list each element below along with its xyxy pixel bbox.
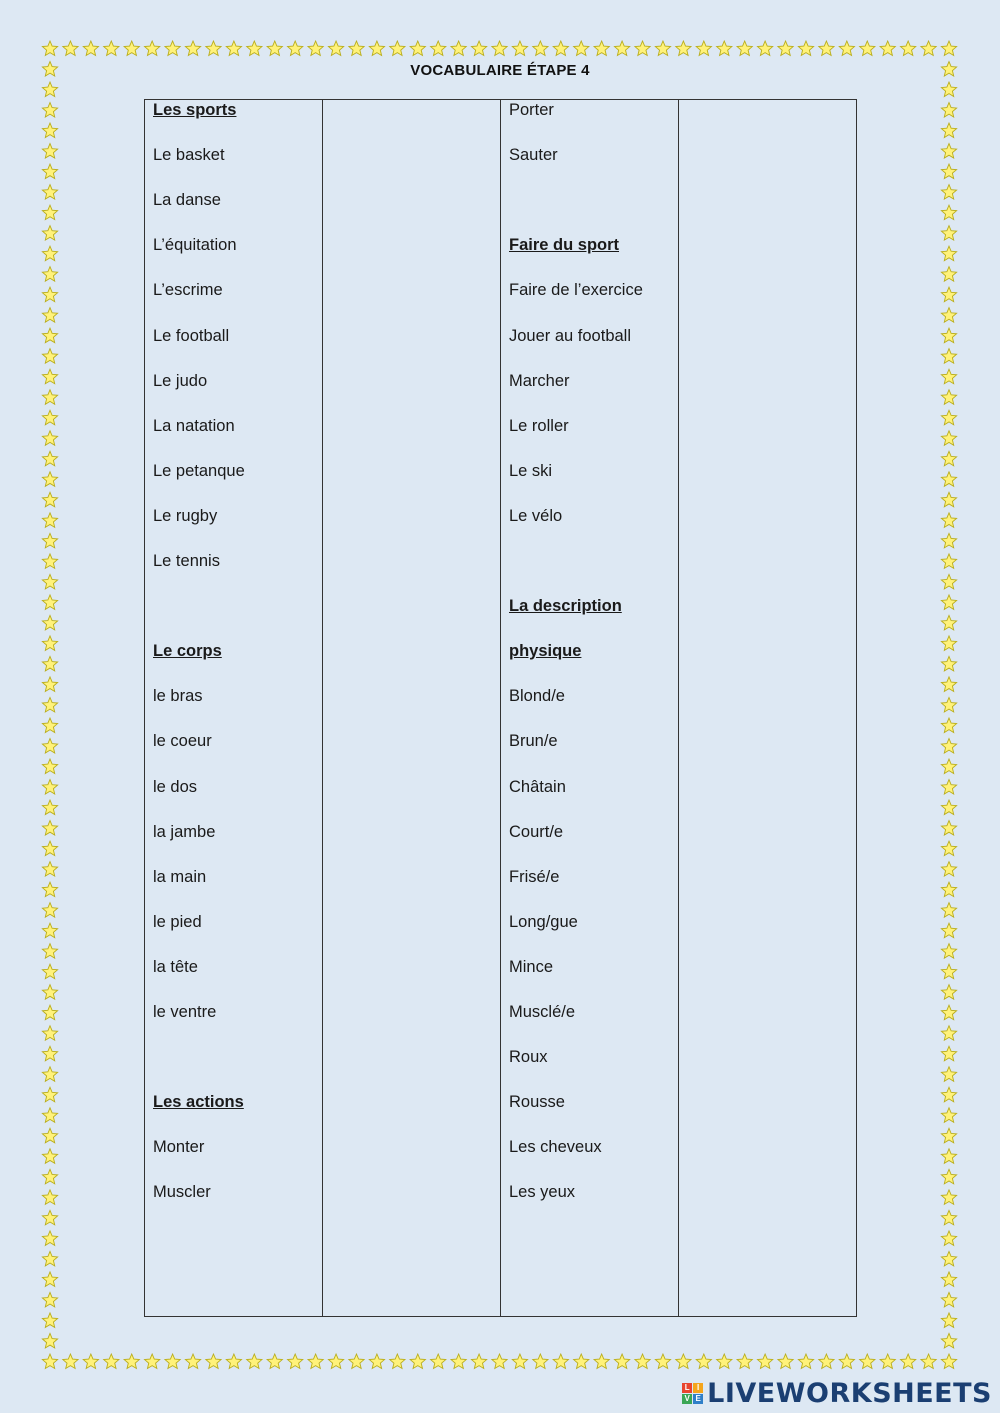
vocab-entry: Le vélo	[509, 506, 563, 525]
column-divider	[322, 100, 323, 1316]
star-icon	[941, 903, 956, 917]
star-icon	[614, 41, 629, 55]
star-icon	[941, 472, 956, 486]
vocab-entry: La danse	[153, 191, 221, 210]
star-icon	[390, 1354, 405, 1368]
star-icon	[941, 718, 956, 732]
liveworksheets-logo-icon	[682, 1383, 703, 1404]
column-divider	[500, 100, 501, 1316]
vocab-entry: L’équitation	[153, 236, 237, 255]
star-icon	[941, 759, 956, 773]
star-icon	[145, 1354, 160, 1368]
star-icon	[42, 472, 57, 486]
star-icon	[778, 41, 793, 55]
star-icon	[941, 1210, 956, 1224]
star-icon	[941, 1087, 956, 1101]
star-icon	[594, 41, 609, 55]
star-icon	[42, 882, 57, 896]
vocab-entry: Rousse	[509, 1093, 565, 1112]
star-icon	[696, 1354, 711, 1368]
section-heading: La description	[509, 597, 622, 616]
star-icon	[63, 41, 78, 55]
star-icon	[42, 451, 57, 465]
star-icon	[42, 1128, 57, 1142]
star-icon	[104, 1354, 119, 1368]
vocab-entry: Blond/e	[509, 687, 565, 706]
star-icon	[42, 821, 57, 835]
star-icon	[941, 882, 956, 896]
star-icon	[941, 349, 956, 363]
star-icon	[737, 41, 752, 55]
star-icon	[42, 841, 57, 855]
vocab-entry: Le football	[153, 326, 230, 345]
star-icon	[778, 1354, 793, 1368]
star-icon	[941, 698, 956, 712]
star-icon	[42, 533, 57, 547]
star-icon	[390, 41, 405, 55]
star-icon	[941, 390, 956, 404]
column-divider	[678, 100, 679, 1316]
vocab-entry: Les yeux	[509, 1183, 576, 1202]
star-icon	[941, 1272, 956, 1286]
star-icon	[431, 1354, 446, 1368]
star-icon	[165, 41, 180, 55]
star-icon	[206, 41, 221, 55]
star-icon	[42, 103, 57, 117]
star-icon	[921, 1354, 936, 1368]
star-icon	[42, 1046, 57, 1060]
star-icon	[288, 1354, 303, 1368]
star-icon	[941, 123, 956, 137]
star-icon	[42, 1149, 57, 1163]
star-icon	[328, 1354, 343, 1368]
star-icon	[42, 349, 57, 363]
watermark-text: LIVEWORKSHEETS	[707, 1378, 992, 1409]
star-icon	[635, 1354, 650, 1368]
star-icon	[941, 1292, 956, 1306]
star-icon	[42, 903, 57, 917]
star-icon	[42, 985, 57, 999]
star-icon	[42, 677, 57, 691]
star-icon	[941, 164, 956, 178]
vocab-entry: Le basket	[153, 146, 225, 165]
star-icon	[941, 862, 956, 876]
star-icon	[819, 41, 834, 55]
vocab-entry: le pied	[153, 912, 202, 931]
star-icon	[941, 1128, 956, 1142]
vocab-entry: Porter	[509, 101, 554, 119]
star-icon	[42, 492, 57, 506]
vocab-entry: Mince	[509, 957, 554, 976]
star-icon	[553, 41, 568, 55]
star-icon	[451, 41, 466, 55]
vocab-entry: Le tennis	[153, 552, 220, 570]
star-icon	[185, 41, 200, 55]
star-icon	[369, 41, 384, 55]
star-icon	[42, 718, 57, 732]
star-icon	[42, 205, 57, 219]
star-icon	[533, 1354, 548, 1368]
star-icon	[941, 1251, 956, 1265]
star-icon	[860, 41, 875, 55]
star-icon	[880, 1354, 895, 1368]
logo-letter: L	[682, 1383, 692, 1393]
star-icon	[696, 41, 711, 55]
star-icon	[941, 656, 956, 670]
star-icon	[42, 1026, 57, 1040]
star-icon	[349, 1354, 364, 1368]
star-icon	[42, 780, 57, 794]
star-icon	[63, 1354, 78, 1368]
star-icon	[941, 41, 956, 55]
star-icon	[42, 328, 57, 342]
star-icon	[308, 41, 323, 55]
star-icon	[42, 739, 57, 753]
star-icon	[941, 431, 956, 445]
star-icon	[42, 82, 57, 96]
star-icon	[655, 1354, 670, 1368]
vocab-entry: le bras	[153, 687, 203, 706]
star-icon	[42, 123, 57, 137]
star-icon	[42, 1210, 57, 1224]
star-icon	[42, 513, 57, 527]
star-icon	[941, 492, 956, 506]
star-icon	[431, 41, 446, 55]
star-icon	[42, 1333, 57, 1347]
star-icon	[839, 41, 854, 55]
star-icon	[941, 821, 956, 835]
star-icon	[941, 1333, 956, 1347]
star-icon	[42, 944, 57, 958]
star-icon	[941, 1169, 956, 1183]
star-icon	[42, 308, 57, 322]
star-icon	[42, 862, 57, 876]
star-icon	[880, 41, 895, 55]
star-icon	[737, 1354, 752, 1368]
star-icon	[941, 574, 956, 588]
vocab-entry: Sauter	[509, 146, 558, 165]
star-icon	[941, 410, 956, 424]
star-icon	[42, 554, 57, 568]
star-icon	[941, 533, 956, 547]
star-icon	[42, 410, 57, 424]
star-icon	[941, 1313, 956, 1327]
star-icon	[614, 1354, 629, 1368]
vocab-entry: Faire de l’exercice	[509, 281, 643, 300]
star-icon	[676, 1354, 691, 1368]
star-icon	[839, 1354, 854, 1368]
vocab-entry: la jambe	[153, 822, 216, 841]
vocab-entry: le coeur	[153, 732, 212, 751]
star-icon	[42, 185, 57, 199]
star-icon	[451, 1354, 466, 1368]
section-heading: Faire du sport	[509, 236, 620, 255]
star-icon	[717, 41, 732, 55]
logo-letter: V	[682, 1394, 692, 1404]
star-icon	[42, 1313, 57, 1327]
liveworksheets-watermark	[682, 1378, 992, 1409]
star-icon	[42, 1067, 57, 1081]
star-icon	[941, 287, 956, 301]
star-icon	[226, 1354, 241, 1368]
star-icon	[941, 1046, 956, 1060]
star-icon	[42, 1169, 57, 1183]
vocabulary-table	[144, 99, 857, 1317]
star-icon	[921, 41, 936, 55]
star-icon	[42, 923, 57, 937]
star-icon	[410, 1354, 425, 1368]
page-title: VOCABULAIRE ÉTAPE 4	[410, 62, 590, 79]
star-icon	[901, 1354, 916, 1368]
star-icon	[941, 226, 956, 240]
star-icon	[42, 964, 57, 978]
logo-letter: I	[693, 1383, 703, 1393]
star-icon	[941, 615, 956, 629]
star-icon	[369, 1354, 384, 1368]
star-icon	[349, 41, 364, 55]
star-icon	[42, 1251, 57, 1265]
vocab-entry: Jouer au football	[509, 326, 632, 345]
star-icon	[941, 780, 956, 794]
star-icon	[42, 164, 57, 178]
vocab-entry: Frisé/e	[509, 867, 560, 886]
vocab-entry: Muscler	[153, 1183, 211, 1202]
star-icon	[941, 513, 956, 527]
star-icon	[941, 677, 956, 691]
star-icon	[267, 1354, 282, 1368]
star-icon	[758, 1354, 773, 1368]
star-icon	[941, 636, 956, 650]
star-icon	[83, 41, 98, 55]
star-icon	[941, 1108, 956, 1122]
star-icon	[42, 287, 57, 301]
star-icon	[798, 41, 813, 55]
star-icon	[941, 1005, 956, 1019]
star-icon	[492, 1354, 507, 1368]
star-icon	[42, 636, 57, 650]
star-icon	[104, 41, 119, 55]
star-icon	[655, 41, 670, 55]
vocab-entry: Le ski	[509, 461, 553, 480]
star-icon	[410, 41, 425, 55]
vocab-entry: L’escrime	[153, 281, 223, 300]
vocab-entry: Le roller	[509, 416, 569, 435]
star-icon	[145, 41, 160, 55]
star-icon	[717, 1354, 732, 1368]
star-icon	[941, 144, 956, 158]
star-icon	[676, 41, 691, 55]
star-icon	[42, 41, 57, 55]
star-icon	[941, 923, 956, 937]
vocab-entry: Châtain	[509, 777, 566, 796]
star-icon	[206, 1354, 221, 1368]
section-heading: Les sports	[153, 101, 237, 119]
star-icon	[42, 656, 57, 670]
star-icon	[185, 1354, 200, 1368]
star-icon	[247, 41, 262, 55]
star-icon	[901, 41, 916, 55]
star-icon	[471, 41, 486, 55]
vocab-entry: le dos	[153, 777, 198, 796]
star-icon	[42, 1231, 57, 1245]
star-icon	[42, 1292, 57, 1306]
section-heading: Le corps	[153, 642, 222, 661]
star-icon	[941, 1149, 956, 1163]
vocab-entry: Brun/e	[509, 732, 558, 751]
star-icon	[42, 574, 57, 588]
star-icon	[42, 267, 57, 281]
star-icon	[42, 226, 57, 240]
star-icon	[42, 144, 57, 158]
star-icon	[42, 800, 57, 814]
vocab-entry: Marcher	[509, 371, 570, 390]
star-icon	[308, 1354, 323, 1368]
star-icon	[941, 328, 956, 342]
vocab-entry: le ventre	[153, 1003, 217, 1021]
star-icon	[42, 1005, 57, 1019]
star-icon	[941, 246, 956, 260]
star-icon	[941, 739, 956, 753]
star-icon	[533, 41, 548, 55]
star-icon	[941, 205, 956, 219]
star-icon	[42, 1190, 57, 1204]
star-icon	[42, 246, 57, 260]
star-icon	[492, 41, 507, 55]
star-icon	[165, 1354, 180, 1368]
vocab-entry: Musclé/e	[509, 1003, 576, 1021]
star-icon	[941, 944, 956, 958]
star-icon	[941, 800, 956, 814]
star-icon	[42, 390, 57, 404]
star-icon	[512, 41, 527, 55]
star-icon	[941, 308, 956, 322]
star-icon	[941, 82, 956, 96]
star-icon	[941, 1231, 956, 1245]
section-heading: Les actions	[153, 1093, 244, 1112]
star-icon	[42, 698, 57, 712]
vocab-entry: Court/e	[509, 822, 564, 841]
star-icon	[758, 41, 773, 55]
logo-letter: E	[693, 1394, 703, 1404]
vocab-entry: Le judo	[153, 371, 208, 390]
star-icon	[42, 1087, 57, 1101]
star-icon	[941, 554, 956, 568]
star-icon	[941, 595, 956, 609]
vocab-entry: Monter	[153, 1138, 205, 1157]
star-icon	[941, 985, 956, 999]
star-icon	[124, 41, 139, 55]
star-icon	[941, 103, 956, 117]
section-heading: physique	[509, 642, 582, 661]
star-icon	[42, 759, 57, 773]
star-icon	[941, 369, 956, 383]
star-icon	[512, 1354, 527, 1368]
star-icon	[42, 1108, 57, 1122]
star-icon	[941, 1067, 956, 1081]
vocab-entry: Le petanque	[153, 461, 245, 480]
star-icon	[42, 615, 57, 629]
star-icon	[819, 1354, 834, 1368]
star-icon	[471, 1354, 486, 1368]
star-icon	[42, 1272, 57, 1286]
star-icon	[247, 1354, 262, 1368]
star-icon	[941, 451, 956, 465]
star-icon	[941, 1190, 956, 1204]
star-icon	[83, 1354, 98, 1368]
star-icon	[941, 185, 956, 199]
star-icon	[941, 1026, 956, 1040]
star-icon	[635, 41, 650, 55]
star-icon	[798, 1354, 813, 1368]
star-icon	[328, 41, 343, 55]
star-icon	[594, 1354, 609, 1368]
vocab-entry: Les cheveux	[509, 1138, 602, 1157]
star-icon	[941, 841, 956, 855]
star-icon	[267, 41, 282, 55]
star-icon	[941, 964, 956, 978]
star-icon	[574, 41, 589, 55]
vocab-entry: la main	[153, 867, 207, 886]
star-icon	[941, 267, 956, 281]
star-icon	[42, 1354, 57, 1368]
vocab-entry: Long/gue	[509, 912, 578, 931]
star-icon	[941, 1354, 956, 1368]
vocab-entry: La natation	[153, 416, 235, 435]
star-icon	[42, 369, 57, 383]
star-icon	[574, 1354, 589, 1368]
star-icon	[42, 595, 57, 609]
vocab-entry: Roux	[509, 1048, 548, 1067]
vocab-entry: Le rugby	[153, 506, 218, 525]
star-icon	[226, 41, 241, 55]
star-icon	[553, 1354, 568, 1368]
star-icon	[124, 1354, 139, 1368]
vocab-entry: la tête	[153, 957, 198, 976]
star-icon	[288, 41, 303, 55]
star-icon	[860, 1354, 875, 1368]
star-icon	[42, 431, 57, 445]
